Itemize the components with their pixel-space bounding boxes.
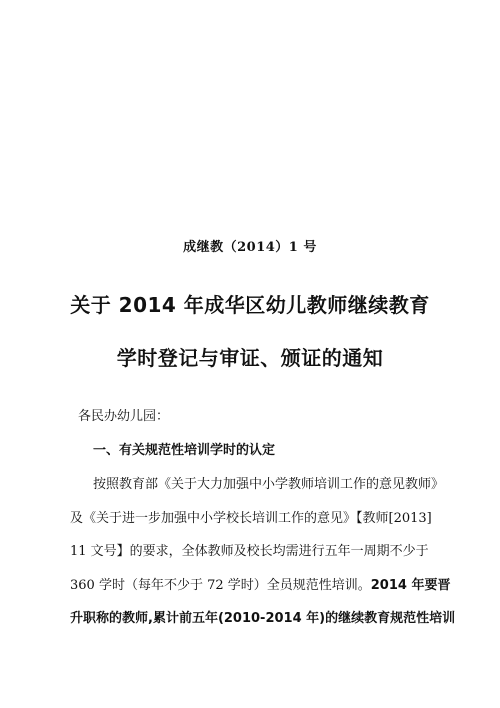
- section-heading: 一、有关规范性培训学时的认定: [93, 443, 276, 458]
- body-line-5: 升职称的教师,累计前五年(2010-2014 年)的继续教育规范性培训: [70, 611, 456, 626]
- document-number: 成继教（2014）1 号: [183, 240, 317, 255]
- document-title-line-2: 学时登记与审证、颁证的通知: [116, 346, 384, 370]
- body-line-3: 11 文号】的要求，全体教师及校长均需进行五年一周期不少于: [70, 544, 429, 559]
- document-title-line-1: 关于 2014 年成华区幼儿教师继续教育: [70, 293, 430, 317]
- body-line-4: [70, 577, 450, 595]
- body-line-1: 按照教育部《关于大力加强中小学教师培训工作的意见教师》: [93, 477, 445, 492]
- body-line-4-bold-text: 2014 年要晋: [370, 578, 451, 593]
- salutation: 各民办幼儿园：: [78, 409, 170, 424]
- body-line-2: 及《关于进一步加强中小学校长培训工作的意见》【教师[2013]: [70, 511, 432, 526]
- body-line-4-normal-text: 360 学时（每年不少于 72 学时）全员规范性培训。: [70, 578, 371, 593]
